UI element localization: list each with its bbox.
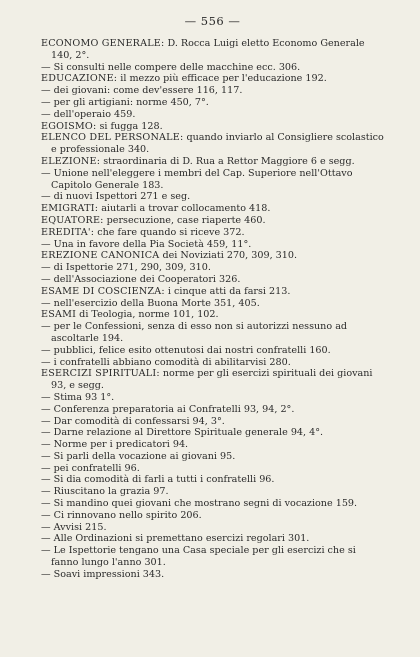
index-subentry <box>41 191 384 203</box>
index-text: — dell'operaio 459. <box>41 108 136 120</box>
index-heading: ELENCO DEL PERSONALE: <box>41 132 184 144</box>
index-text: aiutarli a trovar collocamento 418. <box>98 203 271 215</box>
index-text: D. Rocca Luigi eletto Economo Generale 140, 2°. <box>51 38 365 61</box>
index-entry-first-line <box>41 368 384 392</box>
index-text: quando inviarlo al Consigliere scolastico e professionale 340. <box>51 132 384 156</box>
index-text: — pei confratelli 96. <box>41 462 140 474</box>
index-subentry <box>41 392 384 404</box>
index-text: — Riuscitano la grazia 97. <box>41 486 169 498</box>
index-text: — Una in favore della Pia Società 459, 11°. <box>41 238 252 250</box>
index-subentry <box>41 510 384 522</box>
index-subentry <box>41 486 384 498</box>
index-entry <box>41 203 384 215</box>
index-subentry <box>41 533 384 545</box>
index-text: — Norme per i predicatori 94. <box>41 439 189 451</box>
index-entry-first-line <box>41 203 384 215</box>
index-entry <box>41 250 384 285</box>
index-text: — Si consulti nelle compere delle macchine ecc. 306. <box>41 61 301 73</box>
index-subentry <box>41 85 384 97</box>
index-subentry <box>41 274 384 286</box>
index-text: — dell'Associazione dei Cooperatori 326. <box>41 273 241 285</box>
index-subentry <box>41 404 384 416</box>
index-entry-first-line <box>41 73 384 85</box>
index-text: il mezzo più efficace per l'educazione 192. <box>117 73 327 85</box>
index-entry <box>41 227 384 251</box>
index-subentry <box>41 451 384 463</box>
index-subentry <box>41 569 384 581</box>
index-text: — Avvisi 215. <box>41 521 107 533</box>
index-entry <box>41 156 384 203</box>
index-heading: ESERCIZI SPIRITUALI: <box>41 368 160 380</box>
index-text: — Conferenza preparatoria ai Confratelli 93, 94, 2°. <box>41 403 295 415</box>
index-subentry <box>41 439 384 451</box>
index-heading: ECONOMO GENERALE: <box>41 38 165 49</box>
index-entry <box>41 286 384 310</box>
index-entry-first-line <box>41 132 384 156</box>
index-text: — Ci rinnovano nello spirito 206. <box>41 509 202 521</box>
index-text: — dei giovani: come dev'essere 116, 117. <box>41 85 243 97</box>
index-heading: EREDITA': <box>41 226 95 238</box>
index-subentry <box>41 545 384 569</box>
index-entry <box>41 38 384 73</box>
index-entry-first-line <box>41 121 384 133</box>
index-subentry <box>41 97 384 109</box>
index-subentry <box>41 522 384 534</box>
index-heading: EMIGRATI: <box>41 203 99 215</box>
index-entry <box>41 215 384 227</box>
index-subentry <box>41 262 384 274</box>
index-entry <box>41 309 384 368</box>
index-text: — Si dia comodità di farli a tutti i confratelli 96. <box>41 474 275 486</box>
index-entries <box>41 38 384 581</box>
index-subentry <box>41 321 384 345</box>
index-entry-first-line <box>41 286 384 298</box>
index-subentry <box>41 427 384 439</box>
index-heading: ESAME DI COSCIENZA: <box>41 285 165 297</box>
index-subentry <box>41 498 384 510</box>
index-entry-first-line <box>41 38 384 62</box>
index-text: — per gli artigiani: norme 450, 7°. <box>41 96 209 108</box>
index-entry <box>41 121 384 133</box>
index-text: — Stima 93 1°. <box>41 391 115 403</box>
index-text: — Si mandino quei giovani che mostrano segni di vocazione 159. <box>41 498 358 510</box>
index-text: persecuzione, case riaperte 460. <box>103 214 266 226</box>
index-entry <box>41 73 384 120</box>
index-entry-first-line <box>41 309 384 321</box>
index-heading: ELEZIONE: <box>41 155 101 167</box>
index-entry <box>41 132 384 156</box>
index-subentry <box>41 239 384 251</box>
index-text: i cinque atti da farsi 213. <box>164 285 291 297</box>
index-heading: EQUATORE: <box>41 214 104 226</box>
index-entry-first-line <box>41 156 384 168</box>
index-text: — Si parli della vocazione ai giovani 95. <box>41 450 236 462</box>
index-subentry <box>41 109 384 121</box>
index-heading: EREZIONE CANONICA <box>41 250 160 262</box>
index-entry-first-line <box>41 250 384 262</box>
index-subentry <box>41 345 384 357</box>
index-text: — Unione nell'eleggere i membri del Cap. Superiore nell'Ottavo Capitolo Generale 183. <box>41 167 353 191</box>
index-subentry <box>41 62 384 74</box>
index-text: straordinaria di D. Rua a Rettor Maggiore 6 e segg. <box>100 155 355 167</box>
index-heading: ESAMI <box>41 309 77 321</box>
index-text: che fare quando si riceve 372. <box>94 226 245 238</box>
index-entry <box>41 368 384 580</box>
index-text: — Darne relazione al Direttore Spirituale generale 94, 4°. <box>41 427 324 439</box>
index-heading: EGOISMO: <box>41 120 97 132</box>
index-subentry <box>41 463 384 475</box>
index-text: — per le Confessioni, senza di esso non si autorizzi nessuno ad ascoltarle 194. <box>41 321 348 344</box>
index-subentry <box>41 416 384 428</box>
index-text: — Alle Ordinazioni si premettano esercizi regolari 301. <box>41 533 310 545</box>
index-entry-first-line <box>41 227 384 239</box>
index-subentry <box>41 474 384 486</box>
index-text: dei Noviziati 270, 309, 310. <box>159 250 298 262</box>
index-text: — Soavi impressioni 343. <box>41 568 165 580</box>
index-text: — i confratelli abbiano comodità di abilitarvisi 280. <box>41 356 291 368</box>
index-text: — di nuovi Ispettori 271 e seg. <box>41 191 191 203</box>
page-number: — 556 — <box>184 14 241 28</box>
index-subentry <box>41 168 384 192</box>
index-subentry <box>41 298 384 310</box>
index-text: — nell'esercizio della Buona Morte 351, 405. <box>41 297 260 309</box>
index-entry-first-line <box>41 215 384 227</box>
index-text: — Dar comodità di confessarsi 94, 3°. <box>41 415 225 427</box>
index-text: — di Ispettorie 271, 290, 309, 310. <box>41 262 211 274</box>
index-text: — pubblici, felice esito ottenutosi dai nostri confratelli 160. <box>41 344 331 356</box>
index-text: — Le Ispettorie tengano una Casa speciale per gli esercizi che si fanno lungo l'anno 301. <box>41 545 356 569</box>
index-text: norme per gli esercizi spirituali dei giovani 93, e segg. <box>51 368 373 392</box>
index-heading: EDUCAZIONE: <box>41 73 118 85</box>
index-text: si fugga 128. <box>96 120 163 132</box>
index-subentry <box>41 357 384 369</box>
index-text: di Teologia, norme 101, 102. <box>76 309 219 321</box>
